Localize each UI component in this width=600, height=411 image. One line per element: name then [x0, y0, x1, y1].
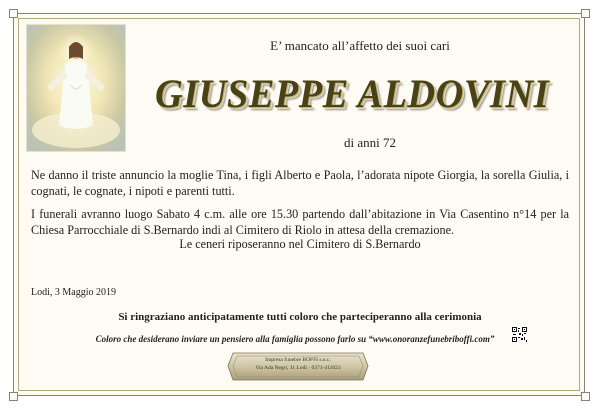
- frame-corner-top-right: [581, 9, 590, 18]
- age-text: di anni 72: [344, 135, 396, 150]
- announcement-paragraph: Ne danno il triste annuncio la moglie Tina, i figli Alberto e Paola, l’adorata nipote Giorgia, la sorella Giulia, i cognati, le cognate, i nipoti e parenti tutti.: [31, 168, 569, 198]
- qr-code-icon: [512, 327, 527, 342]
- plaque-text: [242, 356, 354, 372]
- intro-text: E’ mancato all’affetto dei suoi cari: [270, 38, 450, 53]
- notice-date: Lodi, 3 Maggio 2019: [31, 287, 116, 298]
- portrait-illustration: [27, 25, 125, 151]
- frame-corner-bottom-right: [581, 392, 590, 401]
- religious-portrait-image: [26, 24, 126, 152]
- thanks-text: Si ringraziano anticipatamente tutti coloro che parteciperanno alla cerimonia: [118, 311, 482, 323]
- frame-corner-top-left: [9, 9, 18, 18]
- frame-corner-bottom-left: [9, 392, 18, 401]
- ashes-text: Le ceneri riposeranno nel Cimitero di S.Bernardo: [179, 237, 421, 251]
- funeral-paragraph: I funerali avranno luogo Sabato 4 c.m. alle ore 15.30 partendo dall’abitazione in Via Casentino n°14 per la Chiesa Parrocchiale di S.Bernardo indi al Cimitero di Riolo in attesa della cremazione.: [31, 207, 569, 237]
- online-notice-text: Coloro che desiderano inviare un pensiero alla famiglia possono farlo su “www.onoranzefunebriboffi.com”: [95, 334, 495, 344]
- plaque-line-2: Via Ada Negri, 11 Lodi · 0371-411023: [255, 365, 341, 371]
- plaque-line-1: Impresa funebre BOFFI s.n.c.: [265, 357, 331, 363]
- deceased-name: GIUSEPPE ALDOVINI: [154, 71, 549, 116]
